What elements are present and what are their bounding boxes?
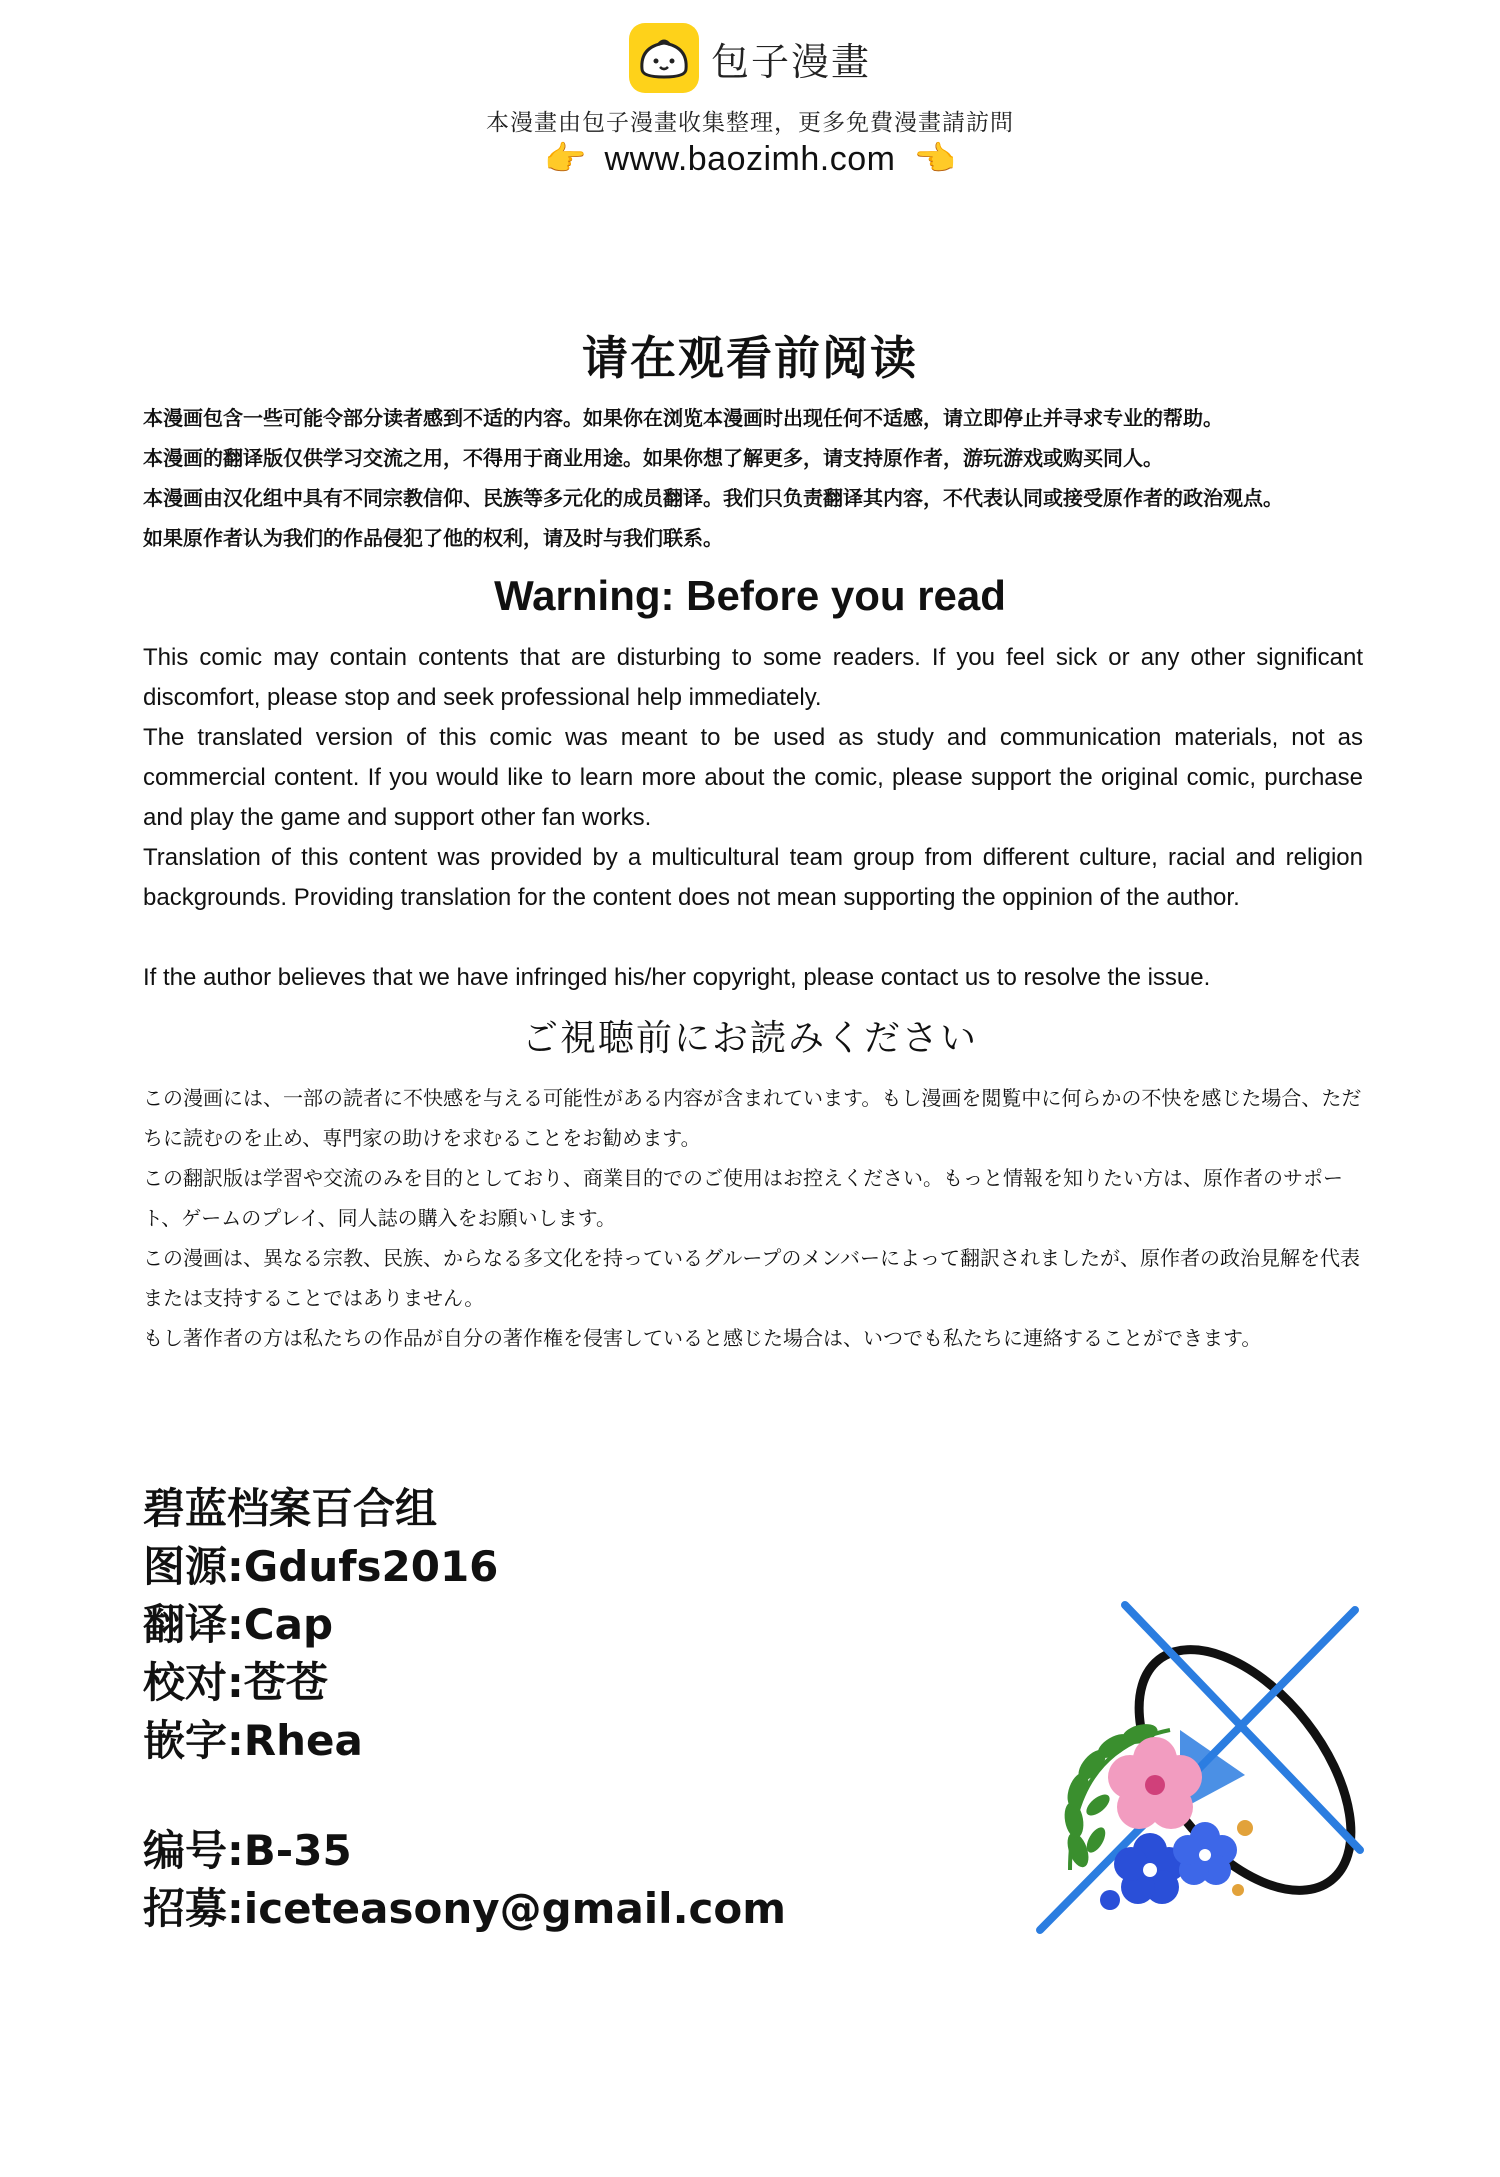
- japanese-paragraph-2: この翻訳版は学習や交流のみを目的としており、商業目的でのご使用はお控えください。もっと情報を知りたい方は、原作者のサポート、ゲームのプレイ、同人誌の購入をお願いします。: [143, 1166, 1343, 1230]
- pointing-right-hand-icon: 👉: [544, 139, 587, 179]
- english-paragraph-3: Translation of this content was provided by a multicultural team group from different culture, racial and religion backgrounds. Providing translation for the content does not mean supporting the oppinion of the author.: [143, 844, 1363, 911]
- site-tagline: 本漫畫由包子漫畫收集整理，更多免費漫畫請訪問: [486, 110, 1014, 136]
- japanese-paragraph-1: この漫画には、一部の読者に不快感を与える可能性がある内容が含まれています。もし漫画を閲覧中に何らかの不快を感じた場合、ただちに読むのを止め、専門家の助けを求むることをお勧めます。: [143, 1086, 1362, 1150]
- group-name: 碧蓝档案百合组: [143, 1484, 438, 1533]
- url-row: [0, 134, 1500, 184]
- chinese-title: 请在观看前阅读: [582, 331, 918, 385]
- logo-row: [0, 22, 1500, 94]
- bun-logo-icon: [629, 23, 699, 93]
- pointing-left-hand-icon: 👈: [913, 139, 956, 179]
- credit-typesetter: 嵌字:Rhea: [143, 1716, 363, 1765]
- group-emblem-logo: [1030, 1600, 1370, 1940]
- credit-proofreader: 校对:苍苍: [143, 1658, 328, 1707]
- site-header: [0, 0, 1500, 190]
- credit-number: 编号:B-35: [143, 1826, 352, 1875]
- credit-source: 图源:Gdufs2016: [143, 1542, 499, 1591]
- english-paragraph-4: If the author believes that we have infringed his/her copyright, please contact us to resolve the issue.: [143, 964, 1211, 991]
- english-paragraph-2: The translated version of this comic was meant to be used as study and communication materials, not as commercial content. If you would like to learn more about the comic, please support the original comic, purchase and play the game and support other fan works.: [143, 724, 1363, 831]
- chinese-line-1: 本漫画包含一些可能令部分读者感到不适的内容。如果你在浏览本漫画时出现任何不适感，请立即停止并寻求专业的帮助。: [143, 406, 1223, 430]
- japanese-paragraph-3: この漫画は、異なる宗教、民族、からなる多文化を持っているグループのメンバーによって翻訳されましたが、原作者の政治見解を代表または支持することではありません。: [143, 1246, 1360, 1310]
- japanese-paragraph-4: もし著作者の方は私たちの作品が自分の著作権を侵害していると感じた場合は、いつでも私たちに連絡することができます。: [143, 1326, 1262, 1350]
- credits-block: [143, 1480, 903, 1938]
- logo-text: 包子漫畫: [710, 39, 871, 84]
- chinese-line-4: 如果原作者认为我们的作品侵犯了他的权利，请及时与我们联系。: [143, 526, 723, 550]
- chinese-line-2: 本漫画的翻译版仅供学习交流之用，不得用于商业用途。如果你想了解更多，请支持原作者，游玩游戏或购买同人。: [143, 446, 1163, 470]
- credit-translator: 翻译:Cap: [143, 1600, 334, 1649]
- english-paragraph-1: This comic may contain contents that are disturbing to some readers. If you feel sick or any other significant discomfort, please stop and seek professional help immediately.: [143, 644, 1363, 711]
- english-title: Warning: Before you read: [494, 572, 1006, 619]
- site-url-link[interactable]: www.baozimh.com: [604, 139, 896, 178]
- japanese-title: ご視聴前にお読みください: [521, 1018, 978, 1059]
- chinese-line-3: 本漫画由汉化组中具有不同宗教信仰、民族等多元化的成员翻译。我们只负责翻译其内容，不代表认同或接受原作者的政治观点。: [143, 486, 1283, 510]
- credit-recruit-email[interactable]: 招募:iceteasony@gmail.com: [143, 1884, 787, 1933]
